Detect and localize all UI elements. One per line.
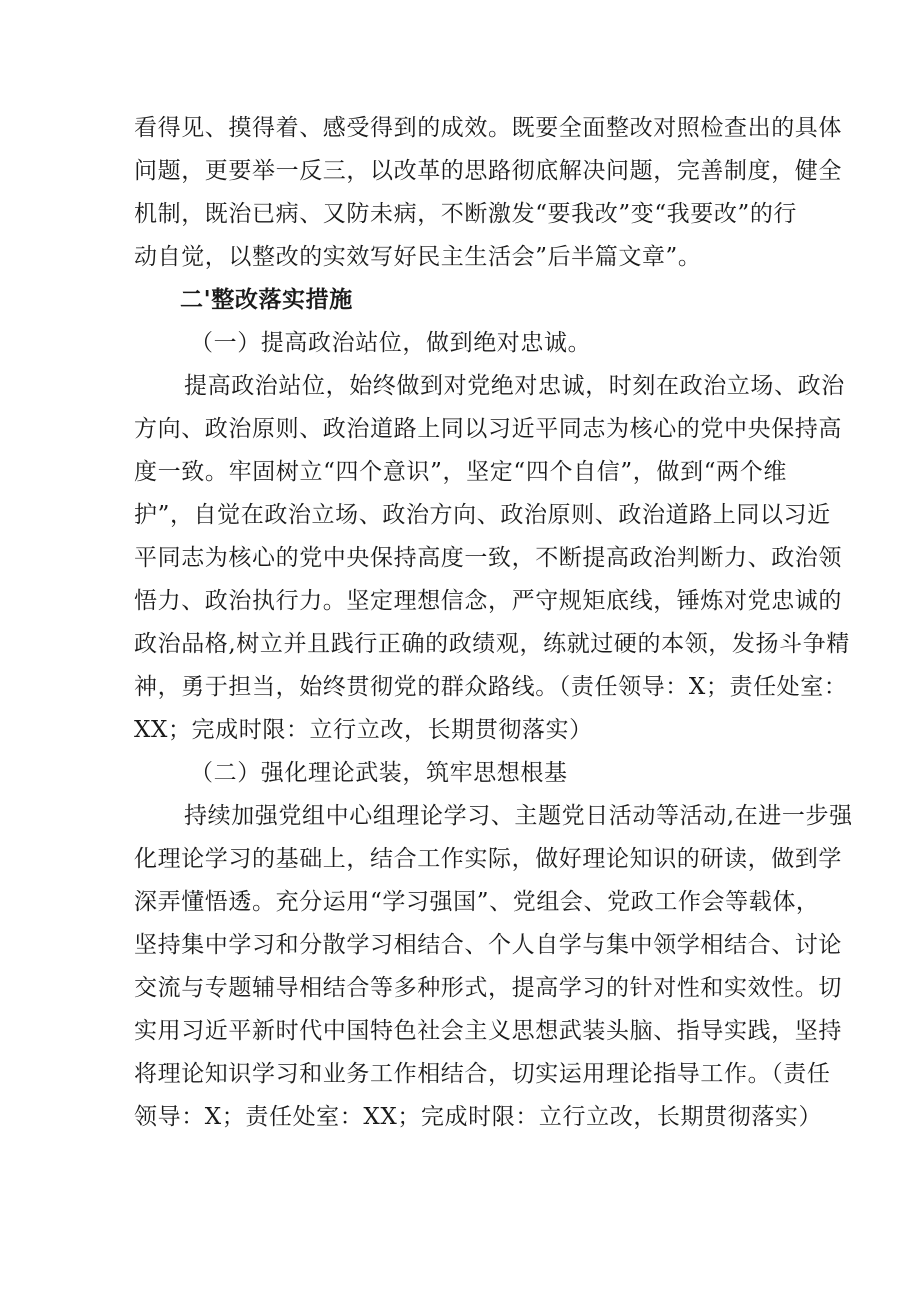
paragraph-line: 护”，自觉在政治立场、政治方向、政治原则、政治道路上同以习近 (134, 502, 831, 528)
paragraph-line: 化理论学习的基础上，结合工作实际，做好理论知识的研读，做到学 (134, 846, 842, 872)
paragraph-line: 方向、政治原则、政治道路上同以习近平同志为核心的党中央保持高 (134, 416, 842, 442)
paragraph-line: 神，勇于担当，始终贯彻党的群众路线。（责任领导：X；责任处室： (134, 674, 848, 700)
paragraph-line: 机制，既治已病、又防未病，不断激发“要我改”变“我要改”的行 (134, 201, 798, 227)
paragraph-line: 领导：X；责任处室：XX；完成时限：立行立改，长期贯彻落实） (134, 1104, 823, 1130)
paragraph-line: 坚持集中学习和分散学习相结合、个人自学与集中领学相结合、讨论 (134, 932, 842, 958)
subsection-title: （一）提高政治站位，做到绝对忠诚。 (190, 330, 592, 356)
paragraph-line: 交流与专题辅导相结合等多种形式，提高学习的针对性和实效性。切 (134, 975, 842, 1001)
paragraph-line: XX；完成时限：立行立改，长期贯彻落实） (134, 717, 593, 743)
subsection-title: （二）强化理论武装，筑牢思想根基 (190, 760, 568, 786)
paragraph-line: 将理论知识学习和业务工作相结合，切实运用理论指导工作。（责任 (134, 1061, 831, 1087)
paragraph-line: 看得见、摸得着、感受得到的成效。既要全面整改对照检查出的具体 (134, 115, 842, 141)
section-heading: 二'整改落实措施 (180, 287, 353, 313)
paragraph-line: 政治品格,树立并且践行正确的政绩观，练就过硬的本领，发扬斗争精 (134, 631, 850, 657)
paragraph-line: 实用习近平新时代中国特色社会主义思想武装头脑、指导实践，坚持 (134, 1018, 842, 1044)
paragraph-line: 悟力、政治执行力。坚定理想信念，严守规矩底线，锤炼对党忠诚的 (134, 588, 842, 614)
paragraph-line: 持续加强党组中心组理论学习、主题党日活动等活动,在进一步强 (184, 803, 853, 829)
paragraph-line: 深弄懂悟透。充分运用“学习强国”、党组会、党政工作会等载体， (134, 889, 820, 915)
paragraph-line: 动自觉，以整改的实效写好民主生活会”后半篇文章”。 (134, 244, 702, 270)
paragraph-line: 平同志为核心的党中央保持高度一致，不断提高政治判断力、政治领 (134, 545, 842, 571)
paragraph-line: 提高政治站位，始终做到对党绝对忠诚，时刻在政治立场、政治 (184, 373, 845, 399)
paragraph-line: 问题，更要举一反三，以改革的思路彻底解决问题，完善制度，健全 (134, 158, 842, 184)
paragraph-line: 度一致。牢固树立“四个意识”，坚定“四个自信”，做到“两个维 (134, 459, 787, 485)
